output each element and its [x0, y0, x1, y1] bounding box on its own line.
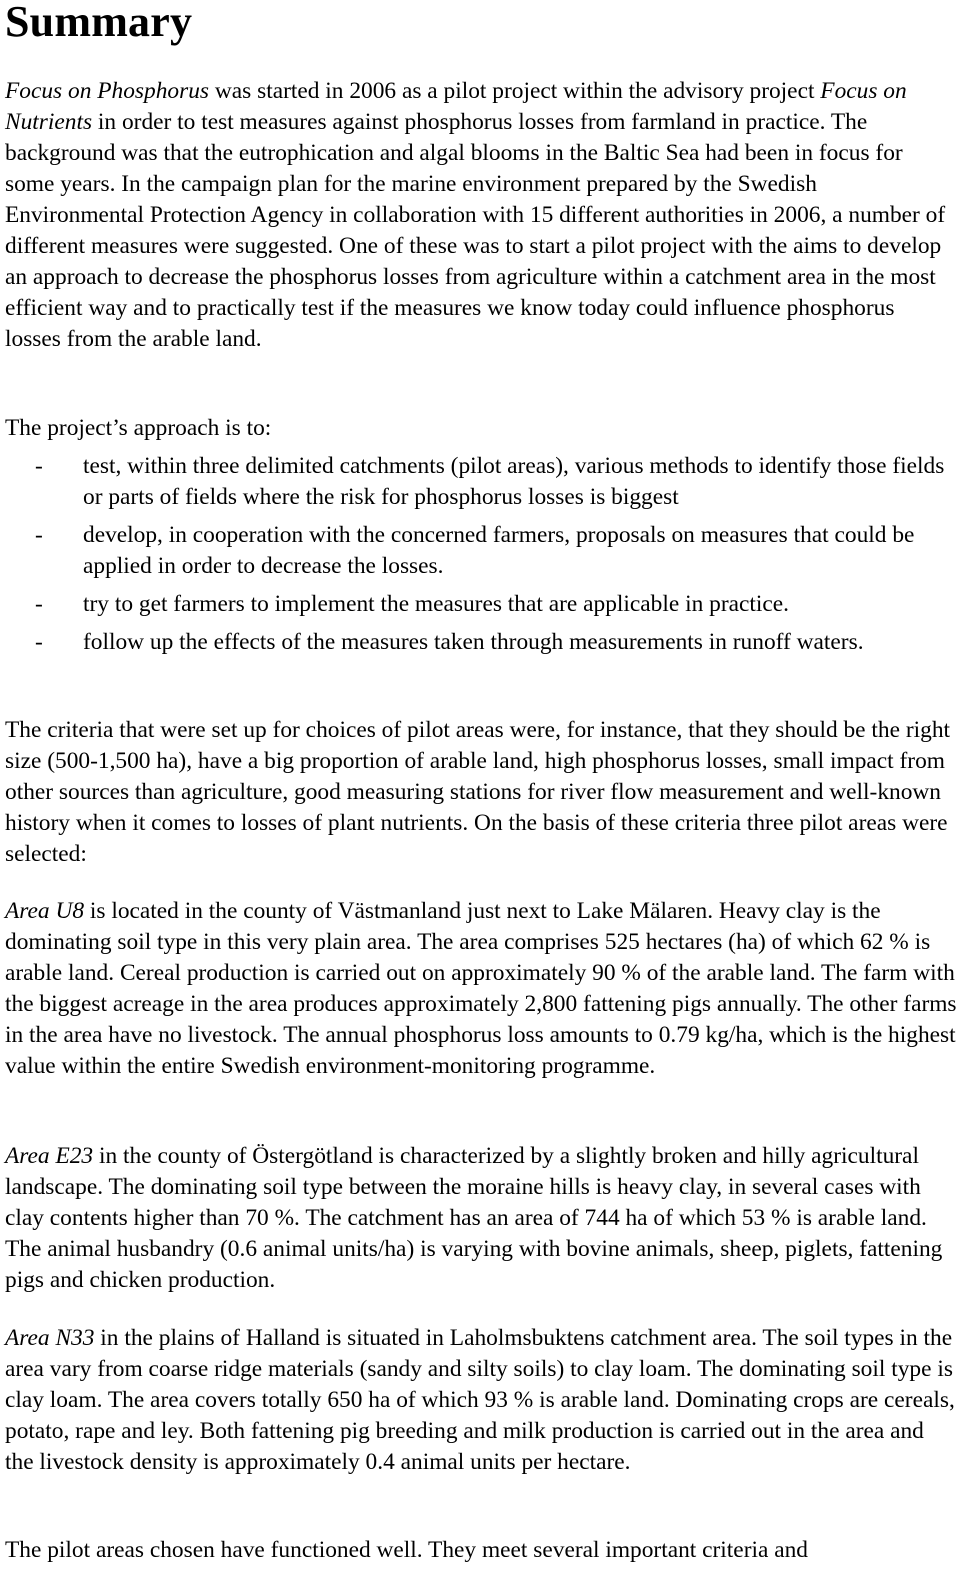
- area-e23-name: Area E23: [5, 1143, 94, 1169]
- list-item-text: test, within three delimited catchments (pilot areas), various methods to identify those fields or parts of fields where the risk for phosphorus losses is biggest: [83, 453, 945, 510]
- area-u8-name: Area U8: [5, 898, 85, 924]
- list-item: [5, 520, 955, 582]
- list-item: [5, 589, 955, 620]
- list-item-text: follow up the effects of the measures taken through measurements in runoff waters.: [83, 629, 864, 655]
- criteria-paragraph: The criteria that were set up for choices of pilot areas were, for instance, that they should be the right size (500-1,500 ha), have a big proportion of arable land, high phosphorus losses, small impact from other sources than agriculture, good measuring stations for river flow measurement and well-known history when it comes to losses of plant nutrients. On the basis of these criteria three pilot areas were selected:: [5, 717, 951, 867]
- bullet-dash: -: [35, 629, 43, 655]
- list-item-text: try to get farmers to implement the measures that are applicable in practice.: [83, 591, 789, 617]
- bullet-dash: -: [35, 522, 43, 548]
- area-u8-paragraph: [5, 896, 957, 1082]
- approach-list: [5, 451, 955, 665]
- parent-project-name: Focus on Nutrients: [5, 78, 907, 135]
- bullet-dash: -: [35, 453, 43, 479]
- area-n33-name: Area N33: [5, 1325, 95, 1351]
- list-item-text: develop, in cooperation with the concerned farmers, proposals on measures that could be applied in order to decrease the losses.: [83, 522, 915, 579]
- list-item: [5, 451, 955, 513]
- bullet-dash: -: [35, 591, 43, 617]
- closing-paragraph: The pilot areas chosen have functioned well. They meet several important criteria and: [5, 1537, 808, 1563]
- intro-paragraph: [5, 76, 955, 355]
- list-item: [5, 627, 955, 658]
- area-u8-text: is located in the county of Västmanland just next to Lake Mälaren. Heavy clay is the dominating soil type in this very plain area. The area comprises 525 hectares (ha) of which 62 % is arable land. Cereal production is carried out on approximately 90 % of the arable land. The farm with the biggest acreage in the area produces approximately 2,800 fattening pigs annually. The other farms in the area have no livestock. The annual phosphorus loss amounts to 0.79 kg/ha, which is the highest value within the entire Swedish environment-monitoring programme.: [5, 898, 957, 1079]
- area-n33-paragraph: [5, 1323, 957, 1478]
- document-page: [5, 0, 957, 1563]
- area-e23-paragraph: [5, 1141, 957, 1296]
- approach-heading: The project’s approach is to:: [5, 415, 272, 441]
- area-e23-text: in the county of Östergötland is characterized by a slightly broken and hilly agricultural landscape. The dominating soil type between the moraine hills is heavy clay, in several cases with clay contents higher than 70 %. The catchment has an area of 744 ha of which 53 % is arable land. The animal husbandry (0.6 animal units/ha) is varying with bovine animals, sheep, piglets, fattening pigs and chicken production.: [5, 1143, 943, 1293]
- intro-text-2: in order to test measures against phosphorus losses from farmland in practice. The background was that the eutrophication and algal blooms in the Baltic Sea had been in focus for some years. In the campaign plan for the marine environment prepared by the Swedish Environmental Protection Agency in collaboration with 15 different authorities in 2006, a number of different measures were suggested. One of these was to start a pilot project with the aims to develop an approach to decrease the phosphorus losses from agriculture within a catchment area in the most efficient way and to practically test if the measures we know today could influence phosphorus losses from the arable land.: [5, 109, 946, 352]
- area-n33-text: in the plains of Halland is situated in Laholmsbuktens catchment area. The soil types in the area vary from coarse ridge materials (sandy and silty soils) to clay loam. The dominating soil type is clay loam. The area covers totally 650 ha of which 93 % is arable land. Dominating crops are cereals, potato, rape and ley. Both fattening pig breeding and milk production is carried out in the area and the livestock density is approximately 0.4 animal units per hectare.: [5, 1325, 955, 1475]
- intro-text-1: was started in 2006 as a pilot project within the advisory project: [209, 78, 821, 104]
- project-name: Focus on Phosphorus: [5, 78, 210, 104]
- page-title: Summary: [5, 0, 193, 46]
